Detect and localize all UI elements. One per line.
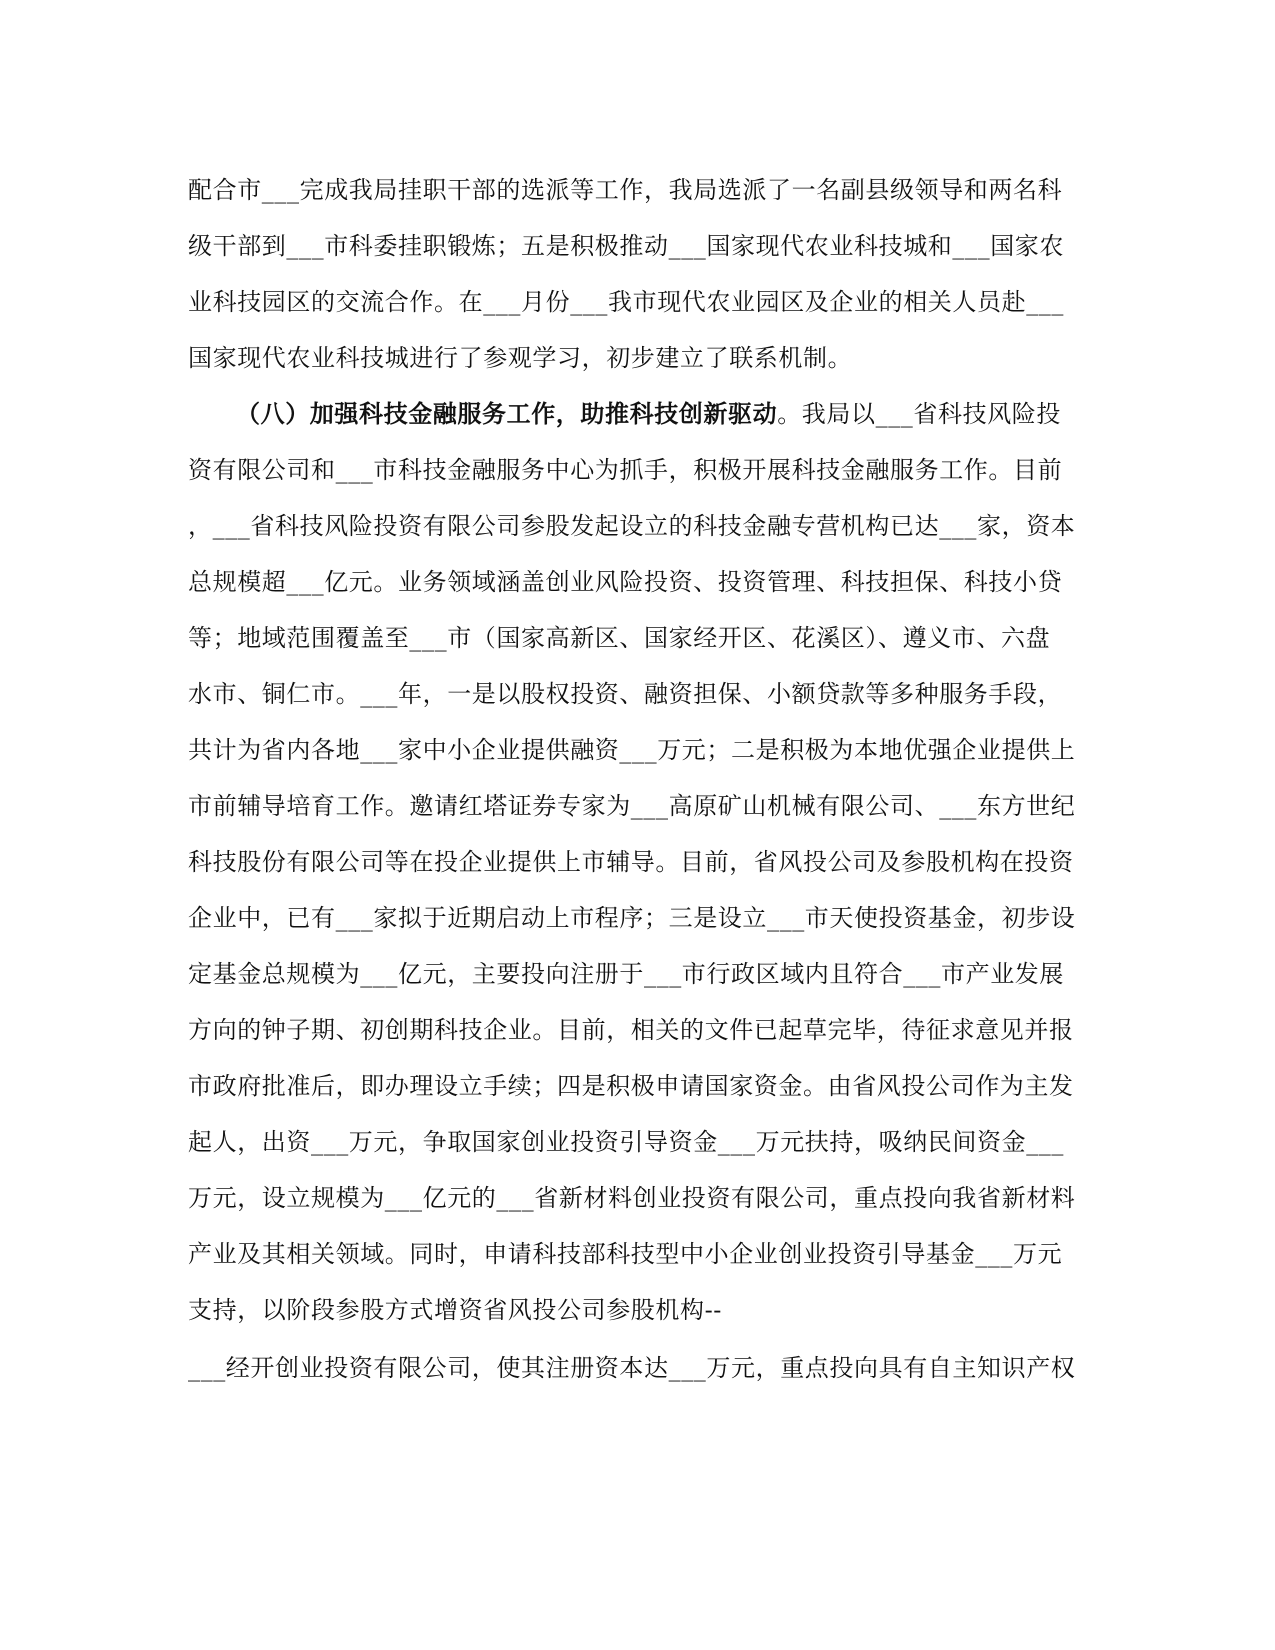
paragraph-line: 等；地域范围覆盖至___市（国家高新区、国家经开区、花溪区）、遵义市、六盘 <box>188 624 1051 652</box>
paragraph-line: 总规模超___亿元。业务领域涵盖创业风险投资、投资管理、科技担保、科技小贷 <box>188 568 1063 596</box>
paragraph-line: 科技股份有限公司等在投企业提供上市辅导。目前，省风投公司及参股机构在投资 <box>188 848 1074 876</box>
paragraph-line: 水市、铜仁市。___年，一是以股权投资、融资担保、小额贷款等多种服务手段， <box>188 680 1063 708</box>
paragraph-line: 业科技园区的交流合作。在___月份___我市现代农业园区及企业的相关人员赴___ <box>188 288 1064 316</box>
paragraph-line: 方向的钟子期、初创期科技企业。目前，相关的文件已起草完毕，待征求意见并报 <box>188 1016 1074 1044</box>
paragraph-line: 企业中，已有___家拟于近期启动上市程序；三是设立___市天使投资基金，初步设 <box>188 904 1076 932</box>
section-heading: （八）加强科技金融服务工作，助推科技创新驱动 <box>236 399 778 428</box>
paragraph-line: 万元，设立规模为___亿元的___省新材料创业投资有限公司，重点投向我省新材料 <box>188 1184 1076 1212</box>
paragraph-line: 资有限公司和___市科技金融服务中心为抓手，积极开展科技金融服务工作。目前 <box>188 456 1063 484</box>
paragraph-line: 定基金总规模为___亿元，主要投向注册于___市行政区域内且符合___市产业发展 <box>188 960 1064 988</box>
paragraph-text: 。我局以___省科技风险投 <box>777 400 1062 428</box>
paragraph-line: 支持，以阶段参股方式增资省风投公司参股机构-- <box>188 1296 723 1324</box>
paragraph-line: 共计为省内各地___家中小企业提供融资___万元；二是积极为本地优强企业提供上 <box>188 736 1076 764</box>
paragraph-line: 配合市___完成我局挂职干部的选派等工作，我局选派了一名副县级领导和两名科 <box>188 176 1063 204</box>
paragraph-line: ，___省科技风险投资有限公司参股发起设立的科技金融专营机构已达___家，资本 <box>188 512 1076 540</box>
section-heading-line <box>236 396 1086 432</box>
paragraph-line: 市政府批准后，即办理设立手续；四是积极申请国家资金。由省风投公司作为主发 <box>188 1072 1074 1100</box>
paragraph-line: 产业及其相关领域。同时，申请科技部科技型中小企业创业投资引导基金___万元 <box>188 1240 1063 1268</box>
paragraph-line: 起人，出资___万元，争取国家创业投资引导资金___万元扶持，吸纳民间资金___ <box>188 1128 1064 1156</box>
paragraph-line: 级干部到___市科委挂职锻炼；五是积极推动___国家现代农业科技城和___国家农 <box>188 232 1064 260</box>
paragraph-line: 市前辅导培育工作。邀请红塔证券专家为___高原矿山机械有限公司、___东方世纪 <box>188 792 1076 820</box>
paragraph-line: 国家现代农业科技城进行了参观学习，初步建立了联系机制。 <box>188 344 853 372</box>
paragraph-line: ___经开创业投资有限公司，使其注册资本达___万元，重点投向具有自主知识产权 <box>188 1354 1076 1382</box>
